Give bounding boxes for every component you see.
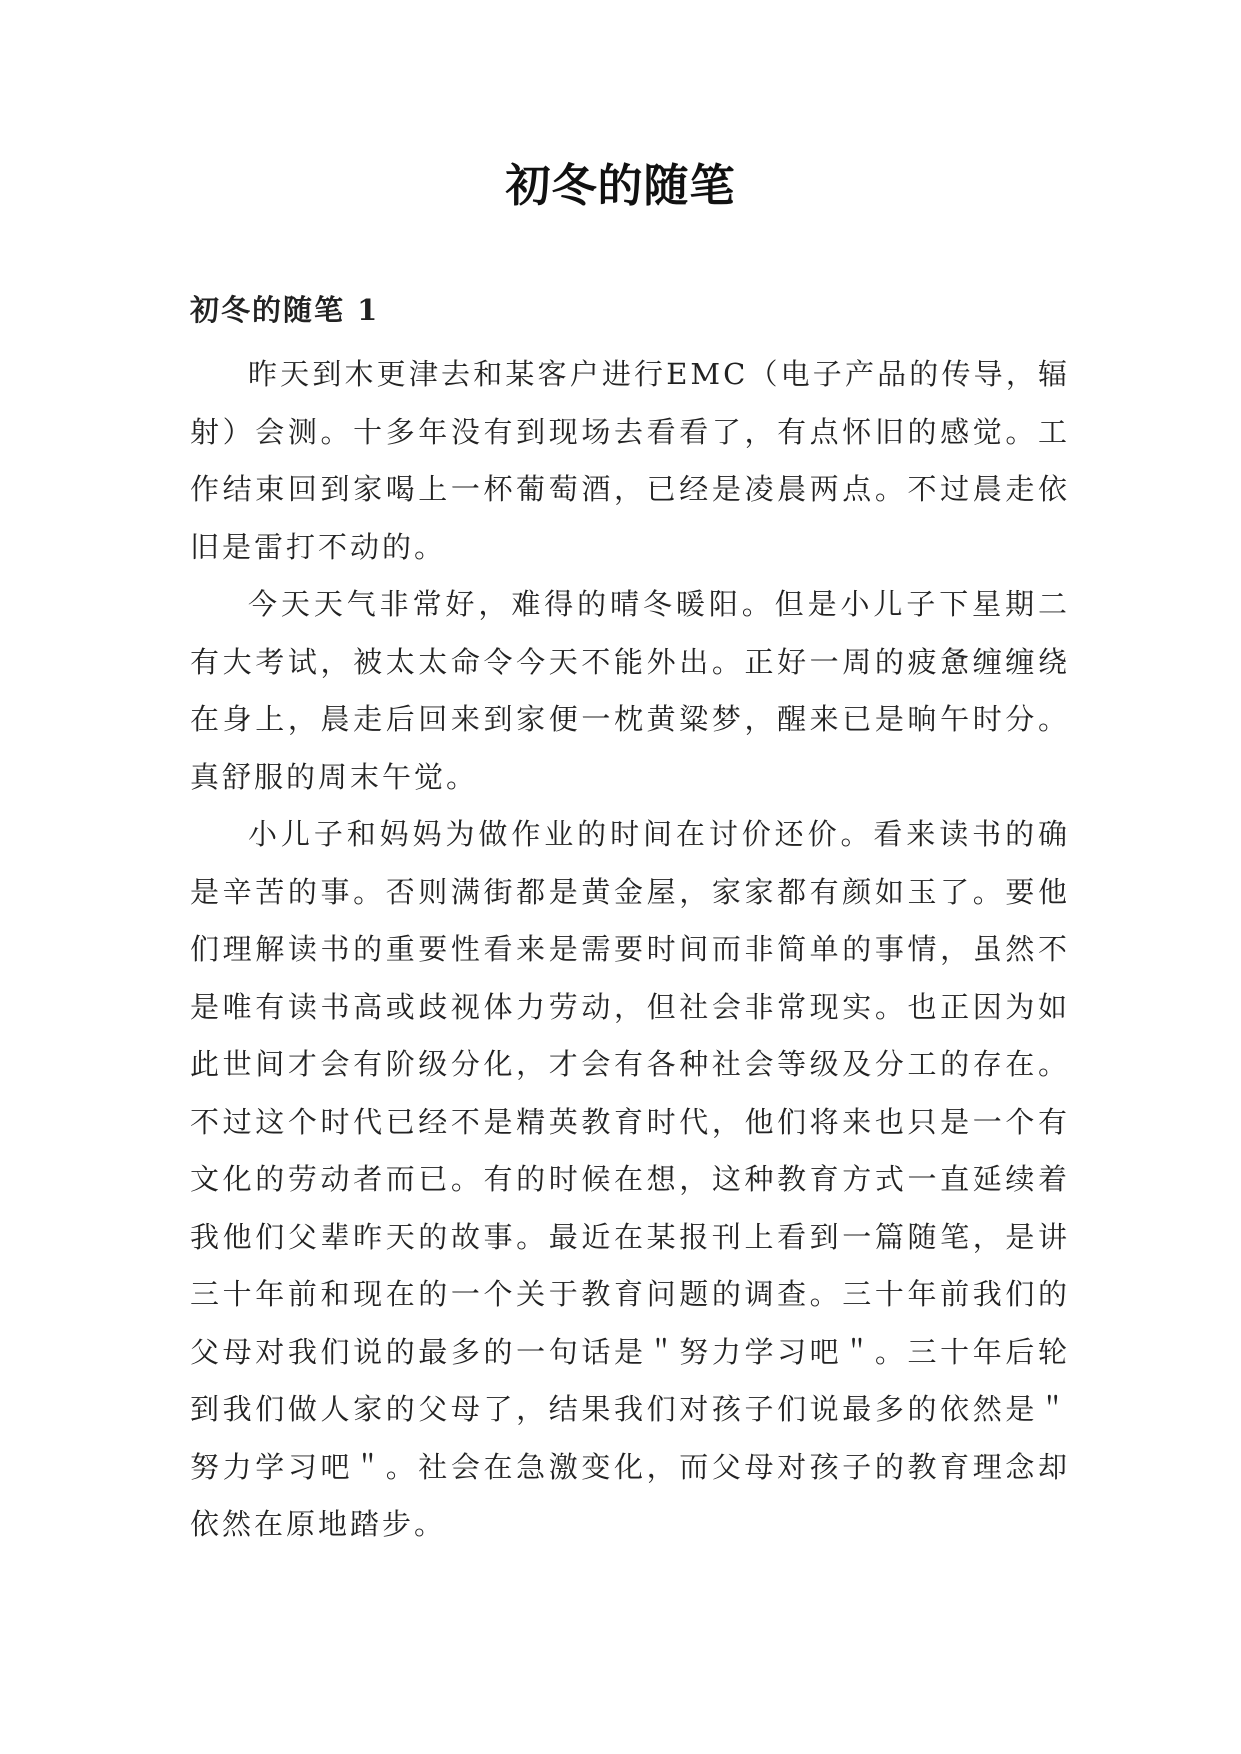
section-heading: 初冬的随笔 1: [190, 293, 380, 327]
document-title: 初冬的随笔: [505, 159, 736, 212]
paragraph-2: 今天天气非常好，难得的晴冬暖阳。但是小儿子下星期二有大考试，被太太命令今天不能外出。正好一周的疲惫缠缠绕在身上，晨走后回来到家便一枕黄粱梦，醒来已是晌午时分。真舒服的周末午觉。: [190, 587, 1070, 794]
paragraph-3: 小儿子和妈妈为做作业的时间在讨价还价。看来读书的确是辛苦的事。否则满街都是黄金屋，家家都有颜如玉了。要他们理解读书的重要性看来是需要时间而非简单的事情，虽然不是唯有读书高或歧视体力劳动，但社会非常现实。也正因为如此世间才会有阶级分化，才会有各种社会等级及分工的存在。不过这个时代已经不是精英教育时代，他们将来也只是一个有文化的劳动者而已。有的时候在想，这种教育方式一直延续着我他们父辈昨天的故事。最近在某报刊上看到一篇随笔，是讲三十年前和现在的一个关于教育问题的调查。三十年前我们的父母对我们说的最多的一句话是＂努力学习吧＂。三十年后轮到我们做人家的父母了，结果我们对孩子们说最多的依然是＂努力学习吧＂。社会在急激变化，而父母对孩子的教育理念却依然在原地踏步。: [190, 817, 1070, 1541]
paragraph-1: 昨天到木更津去和某客户进行EMC（电子产品的传导，辐射）会测。十多年没有到现场去看看了，有点怀旧的感觉。工作结束回到家喝上一杯葡萄酒，已经是凌晨两点。不过晨走依旧是雷打不动的。: [190, 357, 1070, 564]
document-body: [190, 346, 1070, 1554]
